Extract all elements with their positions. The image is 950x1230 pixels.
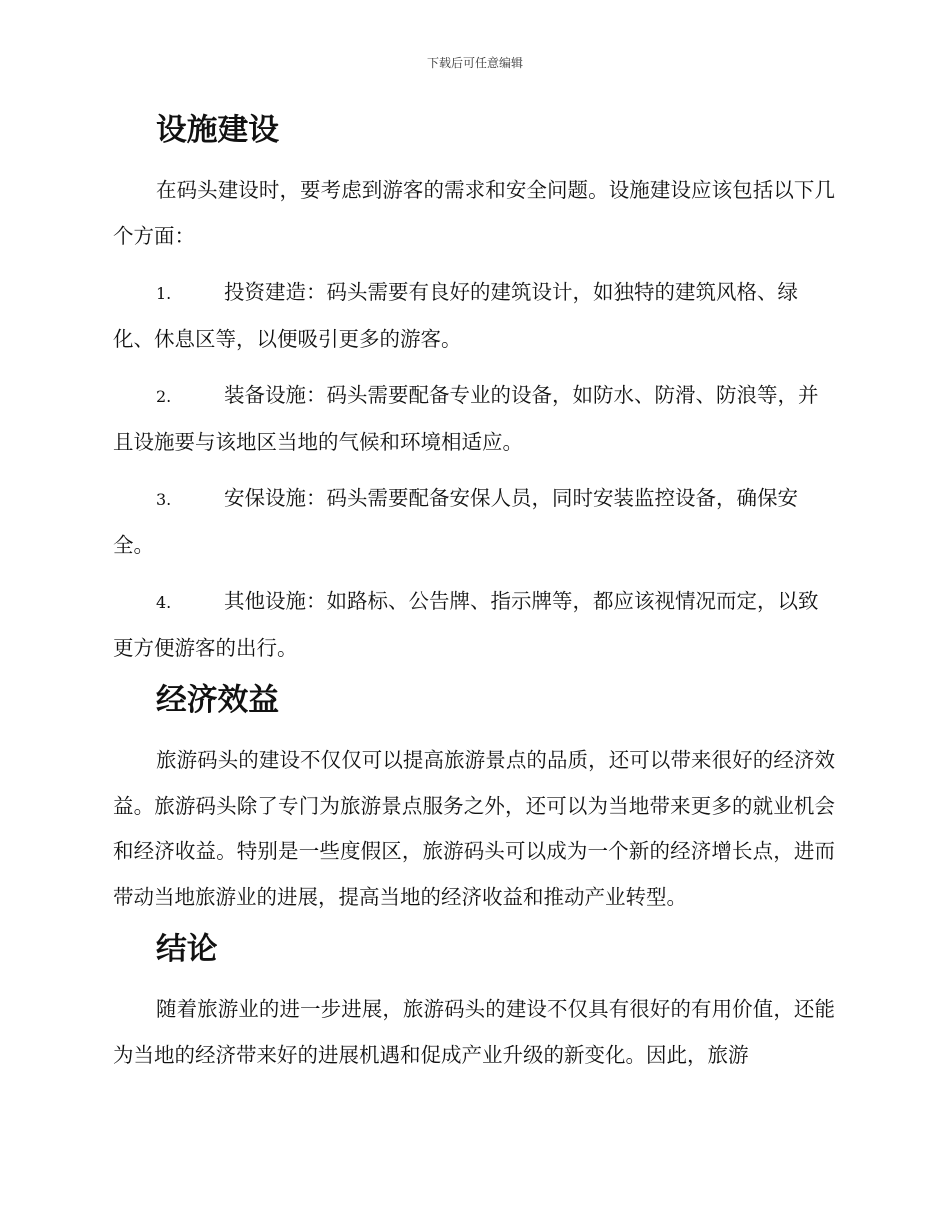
economic-paragraph: 旅游码头的建设不仅仅可以提高旅游景点的品质，还可以带来很好的经济效益。旅游码头除了专门为旅游景点服务之外，还可以为当地带来更多的就业机会和经济收益。特别是一些度假区，旅游码头可以成为一个新的经济增长点，进而带动当地旅游业的进展，提高当地的经济收益和推动产业转型。: [113, 748, 835, 909]
list-item: [113, 579, 835, 671]
list-item-text: 安保设施：码头需要配备安保人员，同时安装监控设备，确保安全。: [113, 486, 798, 557]
section-heading-facility: 设施建设: [156, 112, 280, 148]
list-item-number: 4.: [156, 593, 172, 612]
list-item-number: 2.: [156, 387, 172, 406]
list-item-number: 3.: [156, 490, 172, 509]
list-item-text: 投资建造：码头需要有良好的建筑设计，如独特的建筑风格、绿化、休息区等，以便吸引更多的游客。: [113, 280, 798, 351]
list-item-text: 装备设施：码头需要配备专业的设备，如防水、防滑、防浪等，并且设施要与该地区当地的气候和环境相适应。: [113, 383, 819, 454]
document-body: [113, 112, 835, 1078]
section-heading-economic: 经济效益: [156, 682, 280, 718]
facility-intro-paragraph: 在码头建设时，要考虑到游客的需求和安全问题。设施建设应该包括以下几个方面：: [113, 178, 835, 248]
list-item-text: 其他设施：如路标、公告牌、指示牌等，都应该视情况而定，以致更方便游客的出行。: [113, 589, 819, 660]
list-item: [113, 373, 835, 465]
conclusion-paragraph: 随着旅游业的进一步进展，旅游码头的建设不仅具有很好的有用价值，还能为当地的经济带来好的进展机遇和促成产业升级的新变化。因此，旅游: [113, 997, 835, 1067]
list-item: [113, 270, 835, 362]
list-item: [113, 476, 835, 568]
section-heading-conclusion: 结论: [156, 931, 218, 967]
list-item-number: 1.: [156, 284, 172, 303]
page-header: 下载后可任意编辑: [426, 56, 523, 70]
